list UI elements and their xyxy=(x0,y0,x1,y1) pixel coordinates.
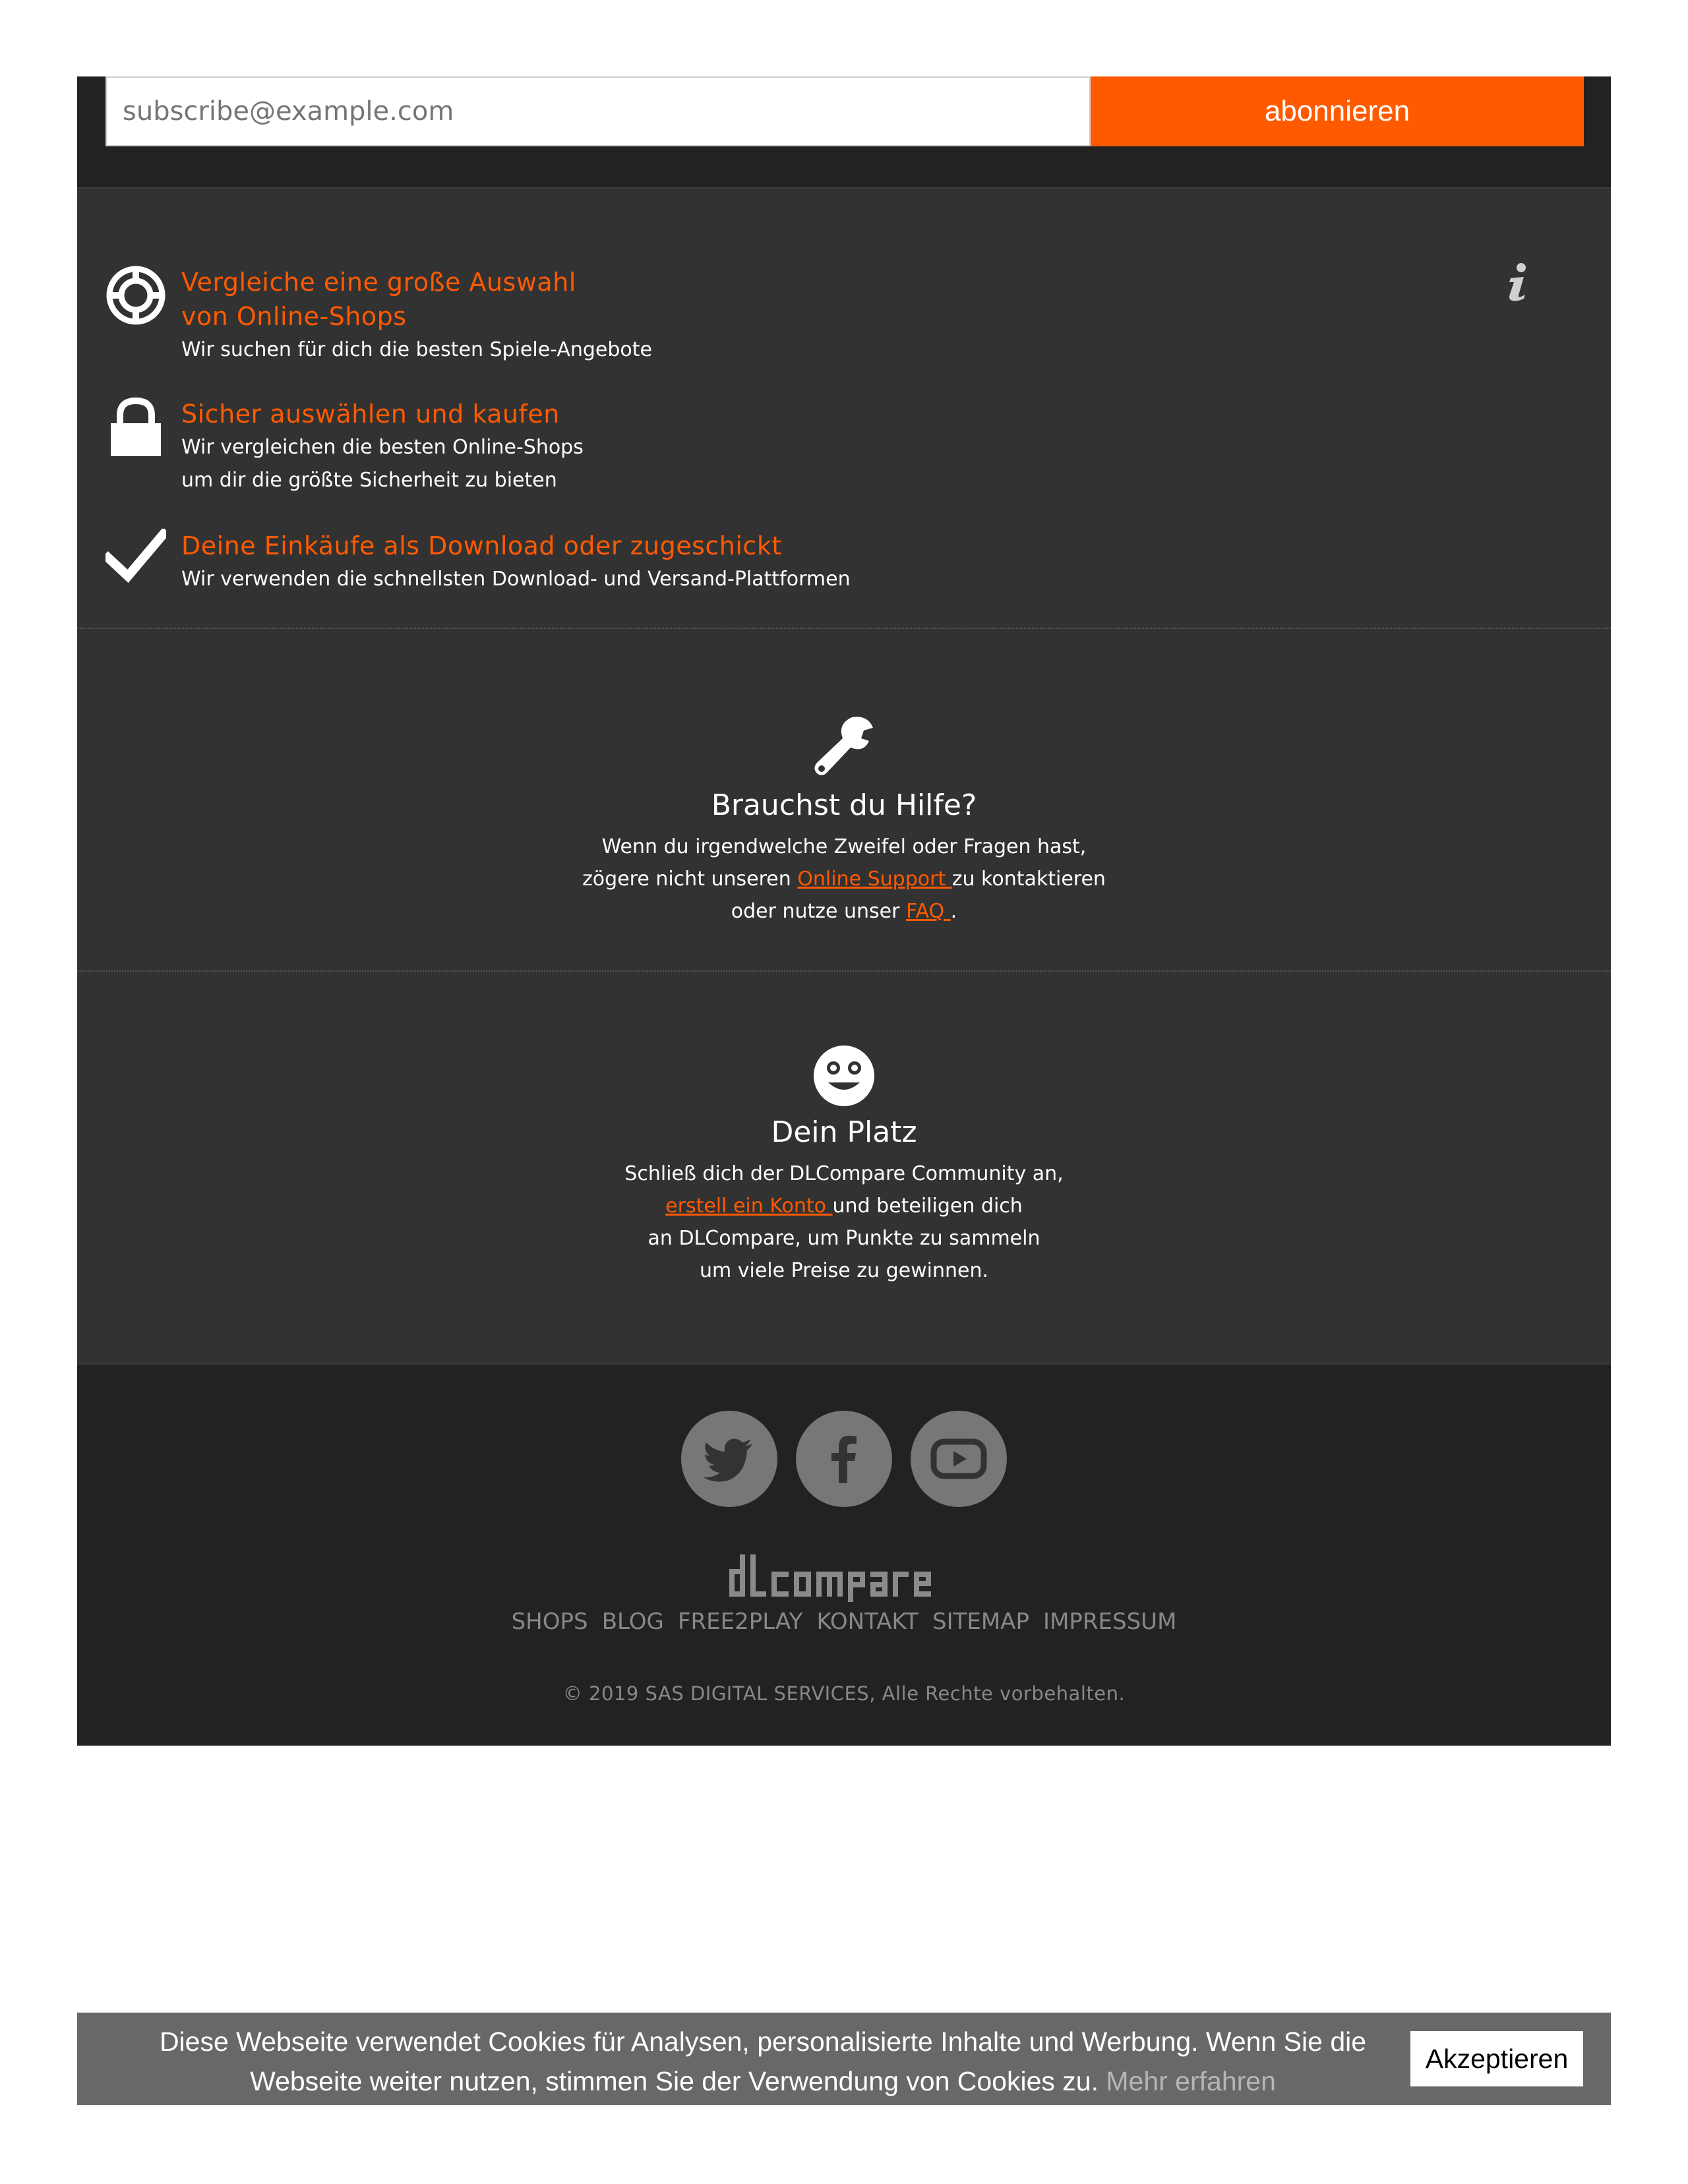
twitter-icon[interactable] xyxy=(681,1411,777,1507)
faq-link[interactable]: FAQ xyxy=(906,900,951,923)
help-text xyxy=(77,863,1611,895)
newsletter-email-input[interactable] xyxy=(106,76,1091,146)
community-title: Dein Platz xyxy=(771,1115,917,1149)
help-text xyxy=(77,895,1611,928)
info-icon[interactable] xyxy=(1501,262,1534,302)
help-text-part: oder nutze unser xyxy=(731,900,907,923)
site-footer xyxy=(77,1363,1611,1746)
features-section xyxy=(77,187,1611,661)
feature-description: Wir vergleichen die besten Online-Shops xyxy=(181,436,584,459)
footer-link-kontakt[interactable]: KONTAKT xyxy=(816,1608,919,1635)
community-section xyxy=(77,970,1611,1363)
help-text-part: zu kontaktieren xyxy=(951,868,1106,891)
lock-icon xyxy=(106,397,166,457)
community-text xyxy=(77,1190,1611,1222)
help-text-part: . xyxy=(950,900,957,923)
feature-title: Deine Einkäufe als Download oder zugeschickt xyxy=(181,531,782,560)
help-text: Wenn du irgendwelche Zweifel oder Fragen hast, xyxy=(601,835,1087,858)
footer-link-blog[interactable]: BLOG xyxy=(601,1608,664,1635)
footer-link-free2play[interactable]: FREE2PLAY xyxy=(677,1608,803,1635)
help-text-part: zögere nicht unseren xyxy=(582,868,798,891)
cookie-message xyxy=(130,2022,1396,2101)
footer-link-impressum[interactable]: IMPRESSUM xyxy=(1043,1608,1177,1635)
checkmark-icon xyxy=(106,529,166,589)
footer-link-shops[interactable]: SHOPS xyxy=(511,1608,588,1635)
feature-title: von Online-Shops xyxy=(181,302,407,331)
help-title: Brauchst du Hilfe? xyxy=(711,788,977,822)
divider xyxy=(77,628,1611,629)
community-text: an DLCompare, um Punkte zu sammeln xyxy=(648,1227,1040,1250)
community-text: Schließ dich der DLCompare Community an, xyxy=(624,1162,1064,1185)
footer-nav xyxy=(77,1608,1611,1635)
cookie-message-line xyxy=(130,2061,1396,2101)
community-text-part: und beteiligen dich xyxy=(832,1195,1023,1218)
smiley-icon xyxy=(812,1044,876,1107)
subscribe-button[interactable]: abonnieren xyxy=(1091,76,1584,146)
logo-graphic xyxy=(725,1549,963,1602)
feature-title: Vergleiche eine große Auswahl xyxy=(181,268,576,297)
feature-description: Wir verwenden die schnellsten Download- und Versand-Plattformen xyxy=(181,568,851,591)
help-section xyxy=(77,661,1611,970)
footer-page xyxy=(77,76,1611,1746)
youtube-icon[interactable] xyxy=(911,1411,1007,1507)
copyright-text: © 2019 SAS DIGITAL SERVICES, Alle Rechte vorbehalten. xyxy=(562,1682,1126,1705)
online-support-link[interactable]: Online Support xyxy=(797,868,952,891)
social-links xyxy=(77,1411,1611,1507)
facebook-icon[interactable] xyxy=(796,1411,892,1507)
feature-description: Wir suchen für dich die besten Spiele-Angebote xyxy=(181,338,652,361)
crosshair-icon xyxy=(106,265,166,326)
wrench-icon xyxy=(811,713,877,779)
newsletter-section xyxy=(77,76,1611,187)
community-text: um viele Preise zu gewinnen. xyxy=(699,1259,988,1282)
cookie-message-line: Diese Webseite verwendet Cookies für Analysen, personalisierte Inhalte und Werbung. Wenn Sie die xyxy=(159,2026,1367,2057)
accept-cookies-button[interactable]: Akzeptieren xyxy=(1410,2031,1583,2086)
cookie-banner xyxy=(77,2013,1611,2105)
create-account-link[interactable]: erstell ein Konto xyxy=(665,1195,833,1218)
cookie-message-part: Webseite weiter nutzen, stimmen Sie der Verwendung von Cookies zu. xyxy=(250,2066,1099,2096)
dlcompare-logo[interactable] xyxy=(77,1549,1611,1602)
learn-more-link[interactable]: Mehr erfahren xyxy=(1106,2066,1276,2096)
feature-title: Sicher auswählen und kaufen xyxy=(181,399,560,428)
footer-link-sitemap[interactable]: SITEMAP xyxy=(932,1608,1029,1635)
feature-description: um dir die größte Sicherheit zu bieten xyxy=(181,469,557,492)
